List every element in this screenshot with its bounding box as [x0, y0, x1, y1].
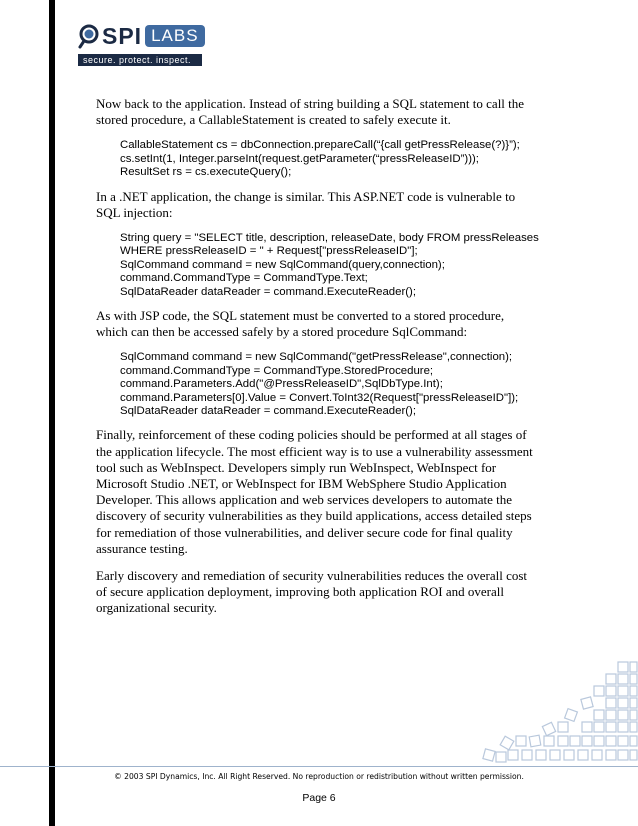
- spi-labs-logo: [78, 22, 208, 66]
- footer-divider: [0, 766, 638, 767]
- paragraph-4: Finally, reinforcement of these coding policies should be performed at all stages of the application lifecycle. The most efficient way is to use a vulnerability assessment tool such as WebInspect. Developers simply run WebInspect, WebInspect for Microsoft Studio .NET, or WebInspect for IBM WebSphere Studio Application Developer. This allows application and web services developers to automate the discovery of security vulnerabilities as they build applications, access detailed steps for remediation of those vulnerabilities, and deliver secure code for final quality assurance testing.: [96, 427, 533, 556]
- logo-tagline: secure. protect. inspect.: [78, 54, 202, 66]
- magnifier-icon: [78, 23, 100, 49]
- paragraph-5: Early discovery and remediation of security vulnerabilities reduces the overall cost of secure application deployment, improving both application ROI and overall organizational security.: [96, 567, 528, 616]
- code-line: SqlCommand command = new SqlCommand(query,connection);: [120, 258, 445, 271]
- code-line: command.Parameters.Add("@PressReleaseID",SqlDbType.Int);: [120, 378, 443, 391]
- code-block-aspnet-vulnerable: [120, 231, 539, 299]
- code-block-aspnet-stored-procedure: [120, 351, 536, 418]
- left-margin-bar: [49, 0, 55, 826]
- decorative-tile-pattern: [480, 660, 638, 766]
- code-line: String query = "SELECT title, description, releaseDate, body FROM pressReleases: [120, 231, 539, 244]
- code-line: SqlCommand command = new SqlCommand("getPressRelease",connection);: [120, 351, 513, 364]
- paragraph-3: As with JSP code, the SQL statement must be converted to a stored procedure, which can then be accessed safely by a stored procedure SqlCommand:: [96, 307, 505, 340]
- code-line: command.Parameters[0].Value = Convert.ToInt32(Request["pressReleaseID"]);: [120, 391, 519, 404]
- paragraph-2: In a .NET application, the change is similar. This ASP.NET code is vulnerable to SQL injection:: [96, 188, 516, 220]
- footer-copyright: © 2003 SPI Dynamics, Inc. All Right Reserved. No reproduction or redistribution without written permission.: [114, 772, 524, 781]
- code-line: CallableStatement cs = dbConnection.prepareCall(“{call getPressRelease(?)}”);: [120, 139, 520, 152]
- code-line: WHERE pressReleaseID = " + Request["pressReleaseID"];: [120, 245, 418, 258]
- paragraph-1: Now back to the application. Instead of string building a SQL statement to call the stored procedure, a CallableStatement is created to safely execute it.: [96, 96, 525, 128]
- code-line: ResultSet rs = cs.executeQuery();: [120, 166, 292, 179]
- code-line: SqlDataReader dataReader = command.ExecuteReader();: [120, 404, 417, 417]
- logo-spi-text: SPI: [102, 22, 143, 49]
- code-block-jsp: [120, 139, 536, 179]
- code-line: cs.setInt(1, Integer.parseInt(request.getParameter(“pressReleaseID”)));: [120, 152, 479, 165]
- code-line: command.CommandType = CommandType.StoredProcedure;: [120, 364, 434, 377]
- logo-labs-text: LABS: [145, 25, 204, 47]
- page-number: Page 6: [302, 792, 336, 804]
- code-line: command.CommandType = CommandType.Text;: [120, 272, 368, 285]
- page-content: [96, 96, 539, 628]
- code-line: SqlDataReader dataReader = command.ExecuteReader();: [120, 285, 417, 298]
